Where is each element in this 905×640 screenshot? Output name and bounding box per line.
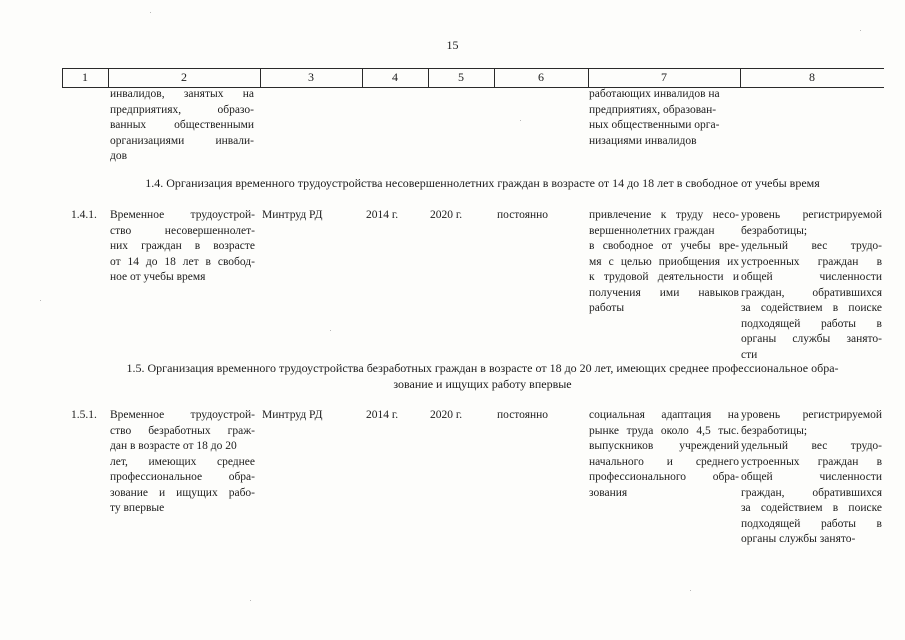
scan-speck (330, 330, 331, 331)
executor: Минтруд РД (262, 409, 323, 421)
text-line: в свободное от учебы вре- (589, 240, 739, 252)
text-line: дан в возрасте от 18 до 20 (110, 440, 237, 452)
text-line: работы (589, 302, 625, 314)
scan-speck (860, 30, 861, 31)
measure-name (110, 208, 255, 286)
row-number: 1.5.1. (71, 409, 97, 421)
text-line: ту впервые (110, 502, 165, 514)
text-line: уровень регистрируемой (741, 209, 882, 221)
text-line: начального и среднего (589, 455, 739, 468)
text-line: профессиональное обра- (110, 471, 255, 483)
column-header: 1 (82, 70, 88, 84)
frequency: постоянно (497, 409, 549, 421)
text-line: безработицы; (741, 224, 808, 237)
column-header: 3 (308, 70, 314, 84)
continuation-col7 (589, 87, 739, 149)
start-year: 2014 г. (366, 209, 399, 221)
text-line: Временное трудоустрой- (110, 209, 255, 221)
text-line: социальная адаптация на (589, 409, 739, 421)
continuation-col2 (110, 87, 254, 165)
scan-speck (150, 12, 151, 13)
text-line: ство несовершеннолет- (110, 224, 255, 237)
expected-result (589, 208, 739, 317)
text-line: работающих инвалидов на (589, 88, 720, 100)
section-heading-1-4: 1.4. Организация временного трудоустройства несовершеннолетних граждан в возрасте от 14 до 18 лет в свободное от учебы время (145, 176, 820, 190)
text-line: них граждан в возрасте (110, 240, 255, 252)
text-line: предприятиях, образо- (110, 103, 254, 116)
text-line: предприятиях, образован- (589, 103, 717, 116)
text-line: устроенных граждан в (741, 455, 882, 468)
row-number: 1.4.1. (71, 209, 97, 221)
text-line: ное от учебы время (110, 271, 206, 283)
text-line: вершеннолетних граждан (589, 224, 715, 237)
text-line: от 14 до 18 лет в свобод- (110, 255, 255, 268)
text-line: граждан, обратившихся (741, 486, 882, 499)
text-line: 1.5. Организация временного трудоустройства безработных граждан в возрасте от 18 до 20 лет, имеющих среднее профессиональное обра- (126, 361, 839, 375)
text-line: ство безработных граж- (110, 424, 255, 437)
text-line: мя с целью приобщения их (589, 255, 739, 268)
column-header: 2 (181, 70, 187, 84)
text-line: устроенных граждан в (741, 255, 882, 268)
text-line: за содействием в поиске (741, 502, 882, 514)
header-top-border (62, 68, 884, 69)
text-line: лет, имеющих среднее (110, 455, 255, 468)
text-line: зование и ищущих рабо- (110, 486, 255, 499)
text-line: организациями инвали- (110, 134, 254, 147)
scan-speck (690, 590, 691, 591)
text-line: ных общественными орга- (589, 119, 720, 131)
text-line: зование и ищущих работу впервые (393, 377, 572, 391)
start-year: 2014 г. (366, 409, 399, 421)
text-line: зования (589, 486, 628, 499)
text-line: к трудовой деятельности и (589, 271, 739, 283)
text-line: Временное трудоустрой- (110, 409, 255, 421)
text-line: выпускников учреждений (589, 440, 739, 452)
column-header: 6 (538, 70, 544, 84)
text-line: удельный вес трудо- (741, 440, 882, 452)
executor: Минтруд РД (262, 209, 323, 221)
text-line: органы службы занято- (741, 533, 856, 545)
text-line: общей численности (741, 471, 882, 483)
scan-speck (40, 300, 41, 301)
text-line: уровень регистрируемой (741, 409, 882, 421)
text-line: сти (741, 348, 758, 361)
section-heading-1-5 (60, 360, 905, 392)
measure-name (110, 408, 255, 517)
text-line: безработицы; (741, 424, 808, 437)
target-indicator (741, 208, 882, 363)
text-line: органы службы занято- (741, 333, 882, 345)
text-line: за содействием в поиске (741, 302, 882, 314)
text-line: ванных общественными (110, 119, 254, 131)
column-header: 4 (392, 70, 398, 84)
end-year: 2020 г. (430, 209, 463, 221)
text-line: подходящей работы в (741, 317, 882, 330)
frequency: постоянно (497, 209, 549, 221)
text-line: низациями инвалидов (589, 134, 697, 147)
text-line: подходящей работы в (741, 517, 882, 530)
text-line: удельный вес трудо- (741, 240, 882, 252)
scan-speck (520, 120, 521, 121)
text-line: граждан, обратившихся (741, 286, 882, 299)
page-number: 15 (446, 38, 459, 52)
scan-speck (250, 600, 251, 601)
text-line: дов (110, 150, 128, 162)
text-line: профессионального обра- (589, 471, 739, 483)
end-year: 2020 г. (430, 409, 463, 421)
text-line: рынке труда около 4,5 тыс. (589, 424, 739, 437)
text-line: привлечение к труду несо- (589, 209, 739, 221)
text-line: общей численности (741, 271, 882, 283)
text-line: инвалидов, занятых на (110, 88, 254, 100)
target-indicator (741, 408, 882, 548)
text-line: получения ими навыков (589, 286, 739, 299)
expected-result (589, 408, 739, 501)
column-header: 5 (458, 70, 464, 84)
column-header: 8 (809, 70, 815, 84)
column-header: 7 (661, 70, 667, 84)
